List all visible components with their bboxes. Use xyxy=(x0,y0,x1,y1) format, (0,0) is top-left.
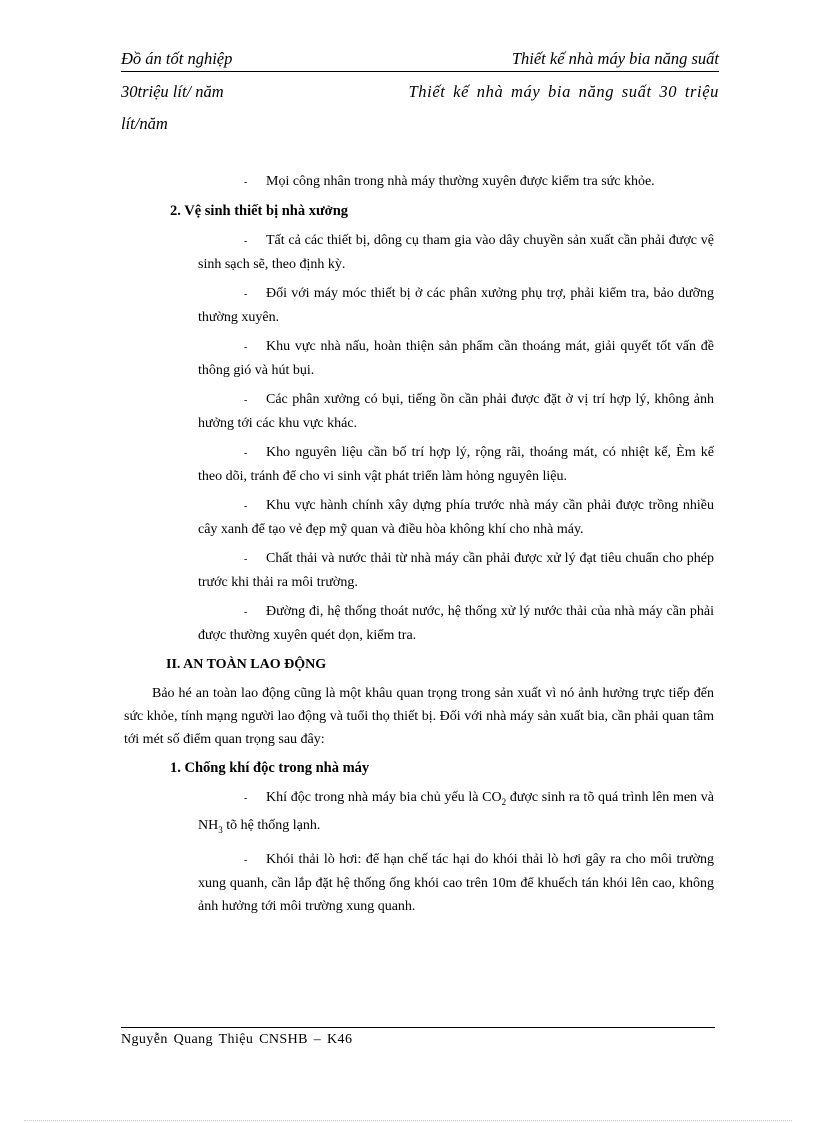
paragraph: Bảo hé an toàn lao động cũng là một khâu quan trọng trong sản xuất vì nó ảnh hưởng trực tiếp đến sức khỏe, tính mạng người lao động và tuổi thọ thiết bị. Đối với nhà máy sản xuất bia, cần phải quan tâm tới mét số điểm quan trọng sau đây: xyxy=(124,686,714,747)
section-heading: 2. Vệ sinh thiết bị nhà xưởng xyxy=(170,203,349,219)
dash-marker: - xyxy=(244,554,248,565)
bullet-item xyxy=(170,600,714,647)
header-line3: lít/năm xyxy=(121,114,168,133)
page-header-line3 xyxy=(121,114,719,136)
header-left: Đồ án tốt nghiệp xyxy=(121,49,233,68)
bullet-text: Kho nguyên liệu cần bố trí hợp lý, rộng rãi, thoáng mát, có nhiệt kế, Èm kế theo dõi, tránh để cho vi sinh vật phát triển làm hỏng nguyên liệu. xyxy=(198,445,714,484)
header-line2-right: Thiết kế nhà máy bia năng suất 30 triệu xyxy=(408,82,719,101)
bullet-item xyxy=(170,547,714,594)
section-heading: 1. Chống khí độc trong nhà máy xyxy=(170,760,370,776)
footer-author: Nguyễn Quang Thiệu CNSHB – K46 xyxy=(121,1032,353,1047)
page-boundary xyxy=(24,1120,792,1121)
bullet-text: Chất thải và nước thải từ nhà máy cần phải được xử lý đạt tiêu chuẩn cho phép trước khi thải ra môi trường. xyxy=(198,551,714,590)
bullet-text: Khu vực nhà nấu, hoàn thiện sản phẩm cần thoáng mát, giải quyết tốt vấn đề thông gió và hút bụi. xyxy=(198,339,714,378)
dash-marker: - xyxy=(244,793,248,804)
dash-marker: - xyxy=(244,177,248,188)
dash-marker: - xyxy=(244,607,248,618)
bullet-text: Đường đi, hệ thống thoát nước, hệ thống xử lý nước thải của nhà máy cần phải được thường xuyên quét dọn, kiểm tra. xyxy=(198,604,714,643)
dash-marker: - xyxy=(244,448,248,459)
dash-marker: - xyxy=(244,236,248,247)
page-footer xyxy=(121,1027,715,1048)
bullet-item xyxy=(170,848,714,918)
bullet-item xyxy=(170,494,714,541)
dash-marker: - xyxy=(244,395,248,406)
bullet-text: Tất cả các thiết bị, dông cụ tham gia vào dây chuyền sản xuất cần phải được vệ sinh sạch sẽ, theo định kỳ. xyxy=(198,233,714,272)
header-line2-left: 30triệu lít/ năm xyxy=(121,82,224,101)
bullet-text: Khói thải lò hơi: để hạn chế tác hại do khói thải lò hơi gây ra cho môi trường xung quanh, cần lắp đặt hệ thống ống khói cao trên 10m để khuếch tán khói lên cao, không ảnh hưởng tới môi trường xung quanh. xyxy=(198,851,714,914)
bullet-item xyxy=(170,282,714,329)
dash-marker: - xyxy=(244,854,248,866)
header-right: Thiết kế nhà máy bia năng suất xyxy=(511,49,719,68)
bullet-item xyxy=(170,786,714,842)
bullet-item xyxy=(170,229,714,276)
bullet-item xyxy=(170,170,714,194)
body-content xyxy=(124,170,714,924)
bullet-text: Các phân xưởng có bụi, tiếng ồn cần phải được đặt ở vị trí hợp lý, không ảnh hưởng tới các khu vực khác. xyxy=(198,392,714,431)
page-header-line2 xyxy=(121,82,719,104)
dash-marker: - xyxy=(244,501,248,512)
dash-marker: - xyxy=(244,342,248,353)
bullet-text: Đối với máy móc thiết bị ở các phân xưởng phụ trợ, phải kiểm tra, bảo dưỡng thường xuyên. xyxy=(198,286,714,325)
bullet-item xyxy=(170,335,714,382)
bullet-item xyxy=(170,441,714,488)
bullet-text: Khu vực hành chính xây dựng phía trước nhà máy cần phải được trồng nhiều cây xanh để tạo vẻ đẹp mỹ quan và điều hòa không khí cho nhà máy. xyxy=(198,498,714,537)
page-header xyxy=(121,49,719,72)
bullet-text: Mọi công nhân trong nhà máy thường xuyên được kiểm tra sức khỏe. xyxy=(266,174,655,189)
bullet-text: Khí độc trong nhà máy bia chủ yếu là $CO_2$ được sinh ra tõ quá trình lên men và $NH_3$ tõ hệ thống lạnh. xyxy=(198,790,714,835)
bullet-item xyxy=(170,388,714,435)
section-heading-roman: II. AN TOÀN LAO ĐỘNG xyxy=(166,657,327,672)
dash-marker: - xyxy=(244,289,248,300)
